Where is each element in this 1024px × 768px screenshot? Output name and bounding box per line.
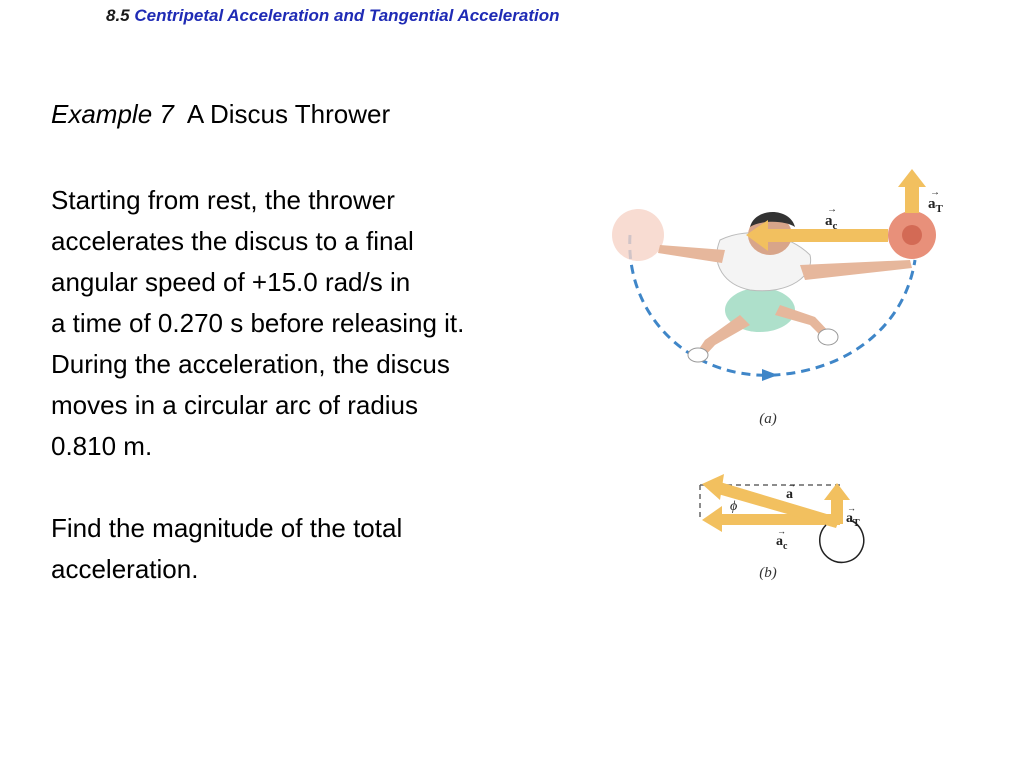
svg-text:→: → [847,503,856,513]
b-a-head [702,474,724,500]
label-phi: ϕ [730,499,738,514]
b-label-at-sub: T [853,518,860,529]
question-line: Find the magnitude of the total [51,513,403,543]
example-label: Example 7 [51,99,174,129]
svg-text:→: → [827,204,837,215]
label-at-sub: T [935,203,943,215]
label-at: a [928,196,936,212]
caption-a: (a) [759,411,777,427]
at-arrow-shaft [905,185,919,213]
svg-text:aT [846,511,860,529]
svg-text:→: → [777,526,786,536]
section-number: 8.5 [106,6,130,25]
discus-start [612,209,664,261]
problem-line: 0.810 m. [51,431,153,461]
b-ac-head [702,506,722,532]
label-ac-sub: c [832,220,838,232]
b-at-shaft [831,498,843,524]
figure-b-vector-diagram [690,470,880,585]
ac-arrow-shaft [768,229,888,242]
problem-line: a time of 0.270 s before releasing it. [51,308,465,338]
question-line: acceleration. [51,554,199,584]
svg-text:→: → [930,187,940,198]
b-label-ac: a [776,534,783,549]
caption-b: (b) [759,565,777,581]
svg-text:→: → [787,479,796,489]
section-header [106,6,559,26]
label-ac: a [825,213,833,229]
problem-line: Starting from rest, the thrower [51,185,395,215]
svg-text:ac [776,534,788,552]
example-name: A Discus Thrower [186,99,391,129]
b-label-ac-sub: c [783,541,788,552]
figure-a-discus-thrower [600,165,960,435]
arc-arrowhead [762,369,778,381]
b-label-at: a [846,511,853,526]
problem-line: angular speed of +15.0 rad/s in [51,267,411,297]
problem-line: moves in a circular arc of radius [51,390,419,420]
b-label-a: a [786,487,793,502]
problem-line: During the acceleration, the discus [51,349,450,379]
section-title: Centripetal Acceleration and Tangential Acceleration [134,6,560,25]
problem-text [51,180,571,590]
at-arrowhead [898,169,926,187]
problem-line: accelerates the discus to a final [51,226,414,256]
svg-text:aT [928,196,944,215]
example-title [51,99,390,130]
